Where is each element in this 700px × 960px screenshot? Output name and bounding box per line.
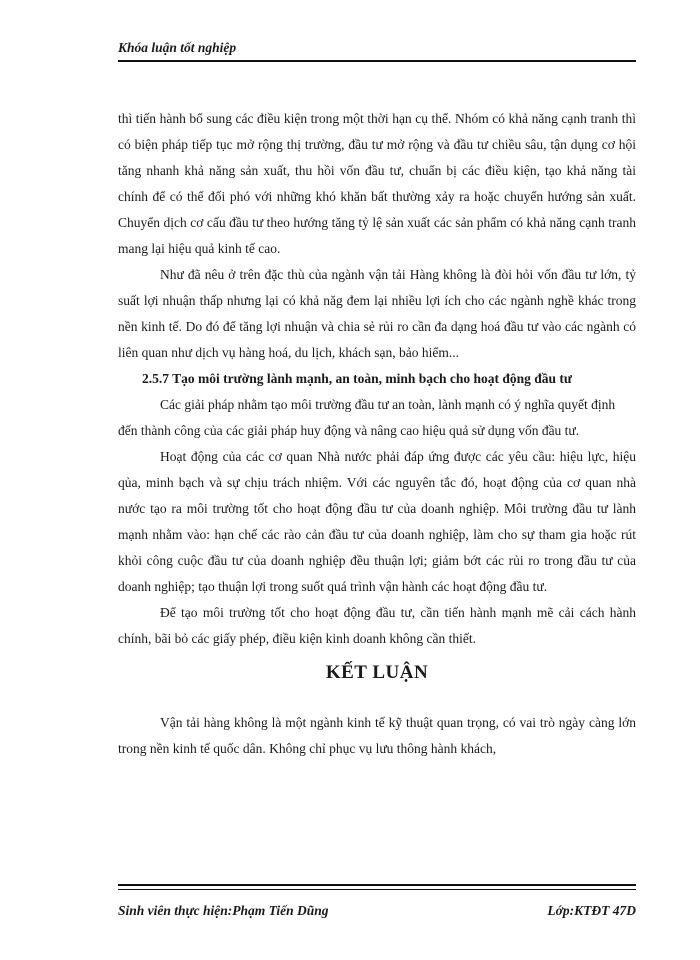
footer-class: Lớp:KTĐT 47D	[547, 903, 636, 918]
body-paragraph-4: Hoạt động của các cơ quan Nhà nước phải đáp ứng được các yêu cầu: hiệu lực, hiệu qủa, minh bạch và sự chịu trách nhiệm. Với các nguyên tắc đó, hoạt động của cơ quan nhà nước tạo ra môi trường tốt cho hoạt động đầu tư của doanh nghiệp. Môi trường đầu tư lành mạnh nhằm vào: hạn chế các rào cản đầu tư của doanh nghiệp, làm cho sự tham gia hoặc rút khỏi công cuộc đầu tư của doanh nghiệp đều thuận lợi; giảm bớt các rủi ro trong đầu tư của doanh nghiệp; tạo thuận lợi trong suốt quá trình vận hành các hoạt động đầu tư.	[118, 449, 636, 594]
body-paragraph-2: Như đã nêu ở trên đặc thù của ngành vận tải Hàng không là đòi hỏi vốn đầu tư lớn, tỷ suất lợi nhuận thấp nhưng lại có khả năg đem lại nhiều lợi ích cho các ngành nghề khác trong nền kinh tế. Do đó để tăng lợi nhuận và chia sẻ rủi ro cần đa dạng hoá đầu tư vào các ngành có liên quan như dịch vụ hàng hoá, du lịch, khách sạn, bảo hiểm...	[118, 267, 636, 360]
page-content	[118, 106, 636, 762]
body-paragraph-1: thì tiến hành bổ sung các điều kiện trong một thời hạn cụ thể. Nhóm có khả năng cạnh tranh thì có biện pháp tiếp tục mở rộng thị trường, đầu tư mở rộng và đầu tư chiều sâu, tận dụng cơ hội tăng nhanh khả năng sản xuất, thu hồi vốn đầu tư, chuẩn bị các điều kiện, tạo khả năng tài chính để có thể đối phó với những khó khăn bất thường xảy ra hoặc chuyển hướng sản xuất. Chuyển dịch cơ cấu đầu tư theo hướng tăng tỷ lệ sản xuất các sản phẩm có khả năng cạnh tranh mang lại hiệu quả kinh tế cao.	[118, 111, 636, 256]
page-footer	[118, 903, 636, 919]
body-paragraph-3: Các giải pháp nhằm tạo môi trường đầu tư an toàn, lành mạnh có ý nghĩa quyết định đến thành công của các giải pháp huy động và nâng cao hiệu quả sử dụng vốn đầu tư.	[118, 397, 616, 438]
body-paragraph-6: Vận tải hàng không là một ngành kinh tế kỹ thuật quan trọng, có vai trò ngày càng lớn trong nền kinh tế quốc dân. Không chỉ phục vụ lưu thông hành khách,	[118, 715, 636, 756]
footer-student: Sinh viên thực hiện:Phạm Tiến Dũng	[118, 903, 329, 918]
section-heading: 2.5.7 Tạo môi trường lành mạnh, an toàn, minh bạch cho hoạt động đầu tư	[142, 371, 573, 386]
body-paragraph-5: Để tạo môi trường tốt cho hoạt động đầu tư, cần tiến hành mạnh mẽ cải cách hành chính, bãi bỏ các giấy phép, điều kiện kinh doanh không cần thiết.	[118, 605, 636, 646]
header-rule	[118, 60, 636, 62]
conclusion-title: KẾT LUẬN	[325, 662, 429, 683]
header-title: Khóa luận tốt nghiệp	[118, 40, 237, 55]
footer-rule-thin	[118, 889, 636, 890]
footer-rule-thick	[118, 884, 636, 886]
